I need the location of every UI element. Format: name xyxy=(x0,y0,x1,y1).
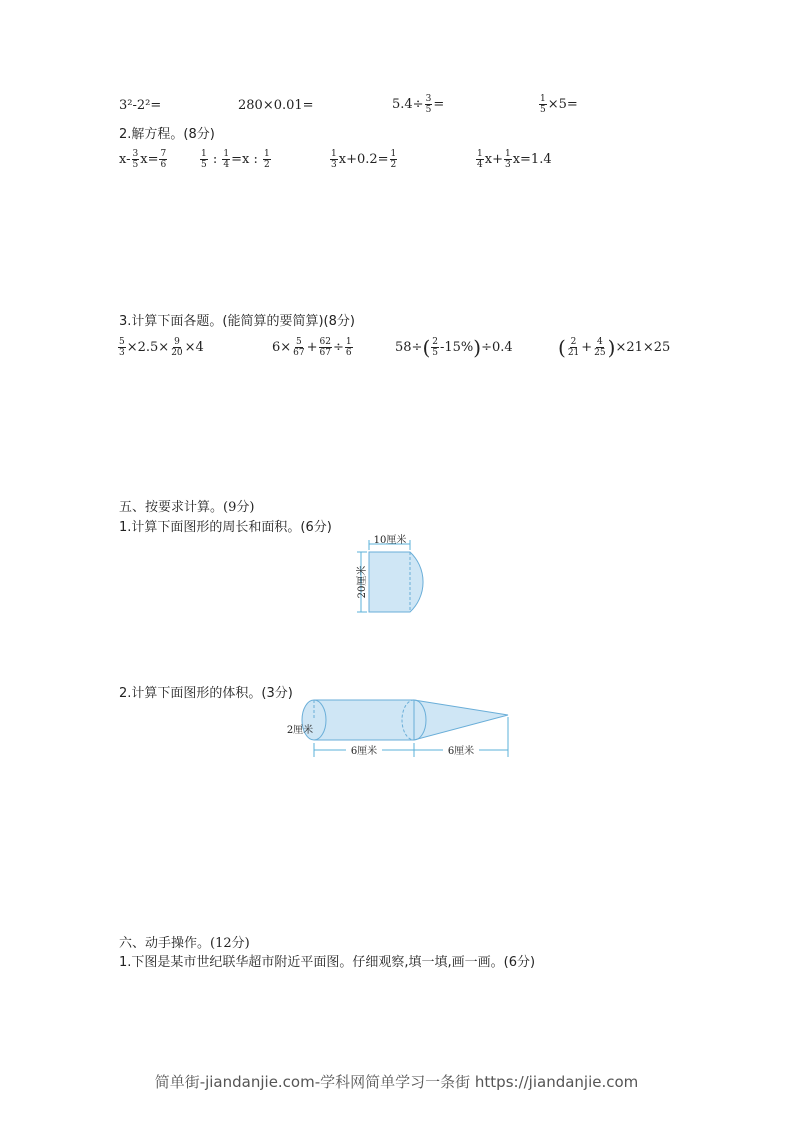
height-label: 20厘米 xyxy=(357,565,368,599)
equation-2: $\frac{1}{5}$ : $\frac{1}{4}$ =x : $\frac{1}{2}$ xyxy=(201,149,270,170)
cylinder-body xyxy=(314,700,414,740)
width-label: 10厘米 xyxy=(373,535,407,546)
expr-text: 5.4÷ xyxy=(392,97,424,112)
calc-item-1: 3²-2²= xyxy=(119,98,162,113)
q2-title: 2.解方程。(8分) xyxy=(119,127,215,142)
section6-q1: 1.下图是某市世纪联华超市附近平面图。仔细观察,填一填,画一画。(6分) xyxy=(119,955,536,970)
calc-item-2: 280×0.01= xyxy=(238,98,314,113)
equation-4: $\frac{1}{4}$ x+ $\frac{1}{3}$ x=1.4 xyxy=(477,149,552,170)
calc-item-3 xyxy=(392,94,444,115)
length-1-label: 6厘米 xyxy=(350,746,378,757)
calc-expr-3: 58÷( $\frac{2}{5}$ -15%)÷0.4 xyxy=(395,335,513,360)
figure-shape xyxy=(369,552,423,612)
calc-expr-4: ( $\frac{2}{21}$ + $\frac{4}{25}$ )×21×25 xyxy=(558,335,671,360)
section5-title: 五、按要求计算。(9分) xyxy=(119,500,255,515)
figure-rect-semicircle xyxy=(350,530,450,620)
calc-expr-2: 6× $\frac{5}{67}$ + $\frac{62}{67}$ ÷ $\frac{1}{6}$ xyxy=(272,337,352,358)
section5-q1: 1.计算下面图形的周长和面积。(6分) xyxy=(119,520,332,535)
equation-3: $\frac{1}{3}$ x+0.2= $\frac{1}{2}$ xyxy=(331,149,397,170)
footer-watermark: 简单街-jiandanjie.com-学科网简单学习一条街 https://jiandanjie.com xyxy=(154,1073,639,1091)
calc-expr-1: $\frac{5}{3}$ ×2.5× $\frac{9}{20}$ ×4 xyxy=(119,337,204,358)
q3-title: 3.计算下面各题。(能简算的要简算)(8分) xyxy=(119,314,355,329)
radius-label: 2厘米 xyxy=(286,725,314,736)
length-2-label: 6厘米 xyxy=(447,746,475,757)
figure-cylinder-cone xyxy=(280,695,515,765)
fraction: $\frac{3}{5}$ xyxy=(425,94,432,115)
calc-item-4 xyxy=(538,94,578,115)
expr-text: = xyxy=(433,97,445,112)
fraction: $\frac{1}{5}$ xyxy=(540,94,546,115)
section6-title: 六、动手操作。(12分) xyxy=(119,936,250,951)
cone-body xyxy=(414,700,508,740)
section5-q2: 2.计算下面图形的体积。(3分) xyxy=(119,686,293,701)
expr-text: ×5= xyxy=(547,97,578,112)
equation-1: x- $\frac{3}{5}$ x= $\frac{7}{6}$ xyxy=(119,149,167,170)
